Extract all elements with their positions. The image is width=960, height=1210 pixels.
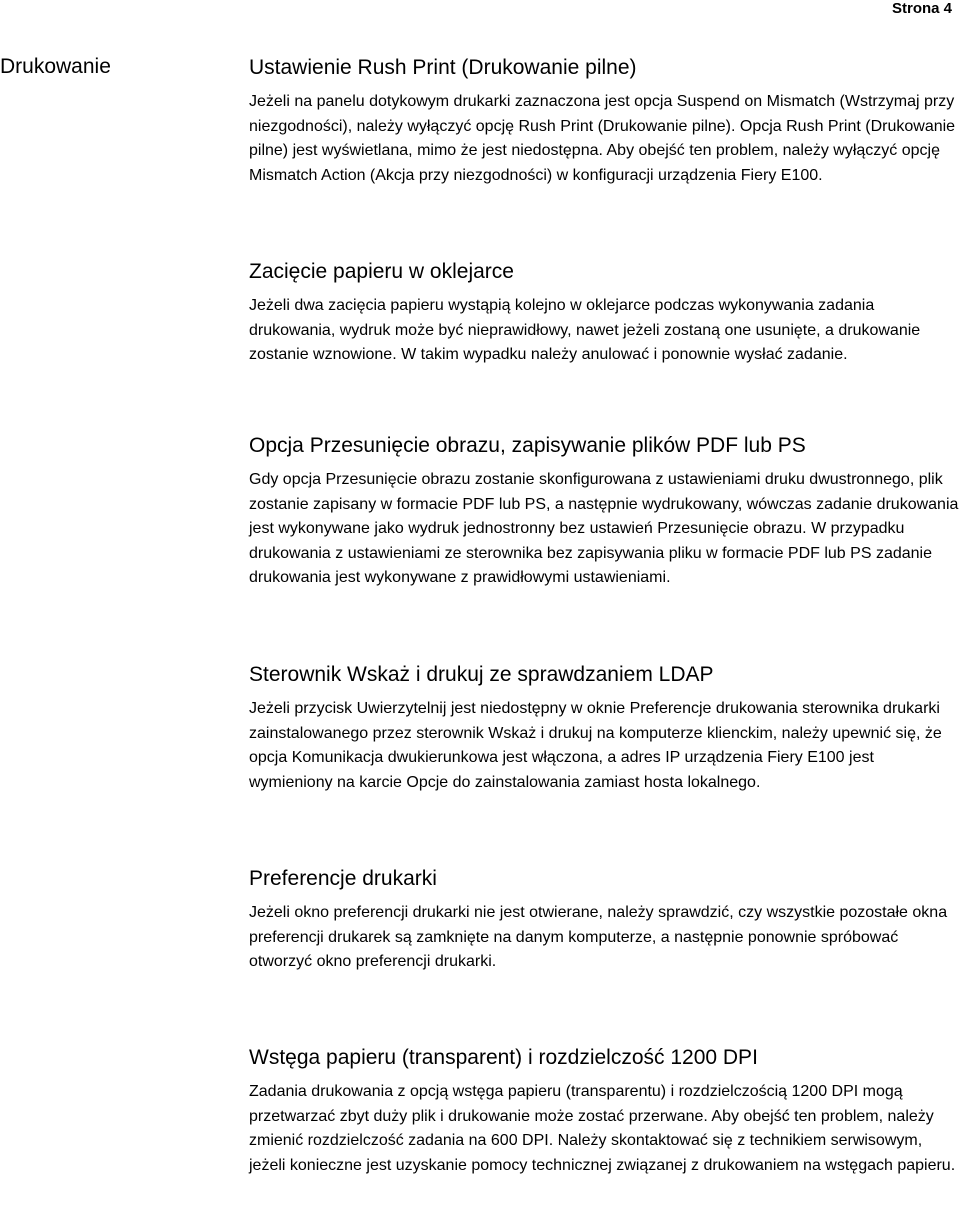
- section-point-and-print: [249, 662, 960, 795]
- section-heading: Sterownik Wskaż i drukuj ze sprawdzaniem LDAP: [249, 663, 714, 686]
- section-rush-print: [249, 55, 960, 188]
- section-printer-preferences: [249, 866, 960, 975]
- page-number: Strona 4: [891, 0, 952, 17]
- chapter-title: Drukowanie: [0, 55, 111, 78]
- section-body: Jeżeli okno preferencji drukarki nie jest otwierane, należy sprawdzić, czy wszystkie pozostałe okna preferencji drukarek są zamknięte na danym komputerze, a następnie ponownie spróbować otworzyć okno preferencji drukarki.: [249, 904, 948, 971]
- section-body: Zadania drukowania z opcją wstęga papieru (transparentu) i rozdzielczością 1200 DPI mogą przetwarzać zbyt duży plik i drukowanie może zostać przerwane. Aby obejść ten problem, należy zmienić rozdzielczość zadania na 600 DPI. Należy skontaktować się z technikiem serwisowym, jeżeli konieczne jest uzyskanie pomocy technicznej związanej z drukowaniem na wstęgach papieru.: [249, 1083, 956, 1174]
- section-image-shift: [249, 433, 960, 591]
- section-body: Jeżeli dwa zacięcia papieru wystąpią kolejno w oklejarce podczas wykonywania zadania drukowania, wydruk może być nieprawidłowy, nawet jeżeli zostaną one usunięte, a drukowanie zostanie wznowione. W takim wypadku należy anulować i ponownie wysłać zadanie.: [249, 297, 921, 364]
- section-paper-jam: [249, 259, 960, 368]
- section-body: Jeżeli przycisk Uwierzytelnij jest niedostępny w oknie Preferencje drukowania sterownika drukarki zainstalowanego przez sterownik Wskaż i drukuj na komputerze klienckim, należy upewnić się, że opcja Komunikacja dwukierunkowa jest włączona, a adres IP urządzenia Fiery E100 jest wymieniony na karcie Opcje do zainstalowania zamiast hosta lokalnego.: [249, 700, 942, 791]
- section-banner-1200dpi: [249, 1045, 960, 1178]
- section-heading: Wstęga papieru (transparent) i rozdzielczość 1200 DPI: [249, 1046, 758, 1069]
- section-body: Jeżeli na panelu dotykowym drukarki zaznaczona jest opcja Suspend on Mismatch (Wstrzymaj przy niezgodności), należy wyłączyć opcję Rush Print (Drukowanie pilne). Opcja Rush Print (Drukowanie pilne) jest wyświetlana, mimo że jest niedostępna. Aby obejść ten problem, należy wyłączyć opcję Mismatch Action (Akcja przy niezgodności) w konfiguracji urządzenia Fiery E100.: [249, 93, 956, 184]
- section-heading: Ustawienie Rush Print (Drukowanie pilne): [249, 56, 637, 79]
- section-heading: Opcja Przesunięcie obrazu, zapisywanie plików PDF lub PS: [249, 434, 806, 457]
- section-heading: Zacięcie papieru w oklejarce: [249, 260, 514, 283]
- section-heading: Preferencje drukarki: [249, 867, 437, 890]
- section-body: Gdy opcja Przesunięcie obrazu zostanie skonfigurowana z ustawieniami druku dwustronnego, plik zostanie zapisany w formacie PDF lub PS, a następnie wydrukowany, wówczas zadanie drukowania jest wykonywane jako wydruk jednostronny bez ustawień Przesunięcie obrazu. W przypadku drukowania z ustawieniami ze sterownika bez zapisywania pliku w formacie PDF lub PS zadanie drukowania jest wykonywane z prawidłowymi ustawieniami.: [249, 471, 959, 587]
